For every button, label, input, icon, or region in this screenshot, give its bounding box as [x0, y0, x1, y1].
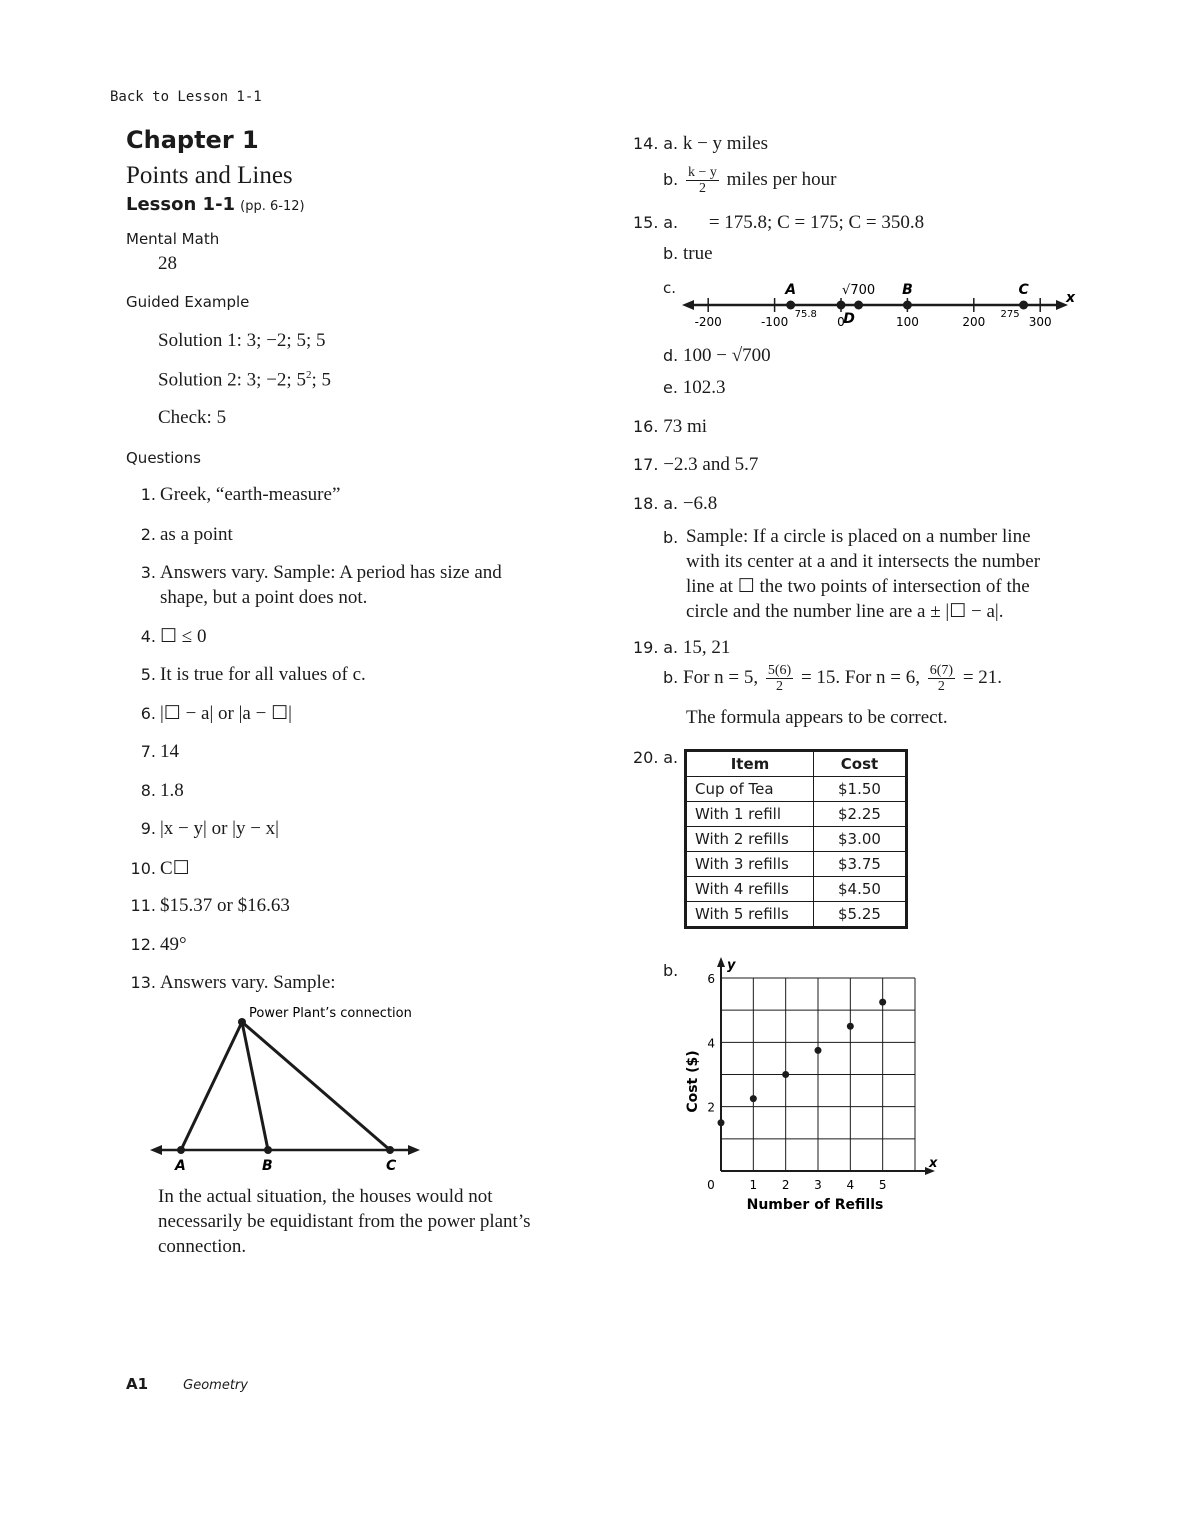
- chart-x-tick-label: 1: [749, 1178, 758, 1192]
- chart-y-tick-label: 2: [707, 1100, 715, 1115]
- table-cell-item: With 1 refill: [686, 802, 814, 827]
- q19-f2-denominator: 2: [937, 679, 945, 694]
- answer-text: Greek, “earth-measure”: [160, 484, 341, 505]
- q18-b-line: line at ☐ the two points of intersection of the: [686, 576, 1030, 597]
- numline-point: [854, 301, 863, 310]
- lesson-heading: [126, 194, 305, 215]
- chapter-title: Chapter 1: [126, 126, 259, 154]
- q18-number: 18.: [633, 494, 659, 513]
- q14-b-text: miles per hour: [726, 168, 837, 190]
- answer-item: [126, 702, 292, 725]
- guided-check: Check: 5: [158, 407, 227, 428]
- table-cell-item: With 2 refills: [686, 827, 814, 852]
- q19-f1-denominator: 2: [776, 679, 784, 694]
- answer-text: ☐ ≤ 0: [160, 626, 207, 647]
- q17-answer: [633, 454, 758, 476]
- q14-b-numerator: k − y: [688, 165, 717, 180]
- answer-item: [126, 664, 366, 686]
- table-cell-cost: $1.50: [814, 777, 907, 802]
- q13-diagram: [150, 1000, 430, 1185]
- answer-number: 4.: [140, 627, 156, 646]
- answer-number: 2.: [140, 525, 156, 544]
- answer-number: 3.: [140, 563, 156, 582]
- q19-b: [663, 663, 1002, 694]
- answer-number: 12.: [130, 935, 156, 954]
- q13-note-line: necessarily be equidistant from the power plant’s: [158, 1211, 531, 1232]
- answer-text: Answers vary. Sample: A period has size and: [160, 562, 502, 583]
- answer-text: 1.8: [160, 780, 184, 801]
- numline-point-label: D: [843, 311, 855, 327]
- q14-b: [663, 165, 836, 196]
- q19-b-part3: = 21.: [962, 666, 1003, 688]
- q19-b-note: The formula appears to be correct.: [686, 707, 948, 728]
- numline-tick-label: 300: [1028, 315, 1052, 329]
- q15-e-label: e.: [663, 378, 678, 397]
- q18-b-line: circle and the number line are a ± |☐ − a|.: [686, 601, 1004, 622]
- chart-y-tick-label: 6: [707, 972, 715, 986]
- answer-number: 11.: [130, 896, 156, 915]
- numline-tick-label: -100: [760, 315, 789, 329]
- q19-b-label: b.: [663, 667, 679, 687]
- numline-axis-label: x: [1066, 290, 1076, 306]
- answer-number: 9.: [140, 819, 156, 838]
- q15-a: [633, 212, 924, 234]
- numline-tick-label: 0: [837, 315, 845, 329]
- table-cell-item: With 3 refills: [686, 852, 814, 877]
- table-header-row: [686, 751, 907, 777]
- answer-item: [126, 895, 290, 917]
- numline-value-label: 75.8: [794, 309, 817, 320]
- solution2-sup: 2: [305, 369, 312, 381]
- q18-a-text: −6.8: [682, 493, 718, 514]
- chart-data-point: [718, 1119, 725, 1126]
- table-cell-item: Cup of Tea: [686, 777, 814, 802]
- chart-x-tick-label: 0: [707, 1178, 715, 1192]
- lesson-pages: (pp. 6-12): [240, 199, 305, 214]
- chart-x-tick-label: 3: [814, 1178, 822, 1192]
- q15-b-label: b.: [663, 244, 679, 263]
- mental-math-answer: 28: [158, 253, 177, 274]
- q14-a: [633, 133, 768, 155]
- answer-item: [126, 857, 190, 880]
- q14-b-label: b.: [663, 169, 679, 189]
- q20-b-label: b.: [663, 961, 679, 980]
- table-row: [686, 802, 907, 827]
- q13-segment-a: [181, 1022, 242, 1150]
- page-footer: [126, 1374, 248, 1393]
- q13-power-label: Power Plant’s connection: [249, 1006, 412, 1021]
- chart-x-letter: x: [929, 1156, 938, 1171]
- numline-value-label: 275: [1000, 309, 1020, 320]
- q18-b-line: Sample: If a circle is placed on a number line: [686, 526, 1031, 547]
- q19-fraction-2: [928, 663, 955, 694]
- table-header-cost: Cost: [814, 751, 907, 777]
- table-row: [686, 827, 907, 852]
- answer-item: [126, 562, 502, 584]
- numline-point: [903, 301, 912, 310]
- answer-number: 13.: [130, 973, 156, 992]
- q15-number-line: [680, 275, 1080, 335]
- chart-data-point: [815, 1047, 822, 1054]
- chart-data-point: [879, 999, 886, 1006]
- table-header-item: Item: [686, 751, 814, 777]
- q20-number: 20.: [633, 748, 659, 767]
- answer-item: [126, 484, 340, 506]
- footer-page-number: A1: [126, 1375, 149, 1393]
- answer-number: 7.: [140, 742, 156, 761]
- table-row: [686, 852, 907, 877]
- answer-text: 14: [160, 741, 179, 762]
- chart-y-axis-title: Cost ($): [685, 1050, 701, 1113]
- answer-item: [126, 524, 233, 546]
- chart-y-tick-label: 4: [707, 1036, 715, 1051]
- q14-a-label: a.: [663, 134, 679, 153]
- table-row: [686, 902, 907, 928]
- q15-d: [663, 345, 771, 367]
- chart-x-tick-label: 2: [781, 1178, 790, 1192]
- answer-text: |x − y| or |y − x|: [160, 818, 279, 839]
- answer-item: [126, 780, 184, 802]
- numline-point-label: B: [902, 282, 913, 298]
- answer-text: |☐ − a| or |a − ☐|: [160, 703, 292, 724]
- q19-a: [633, 637, 730, 659]
- q14-b-denominator: 2: [698, 181, 706, 196]
- q15-number: 15.: [633, 213, 659, 232]
- q19-number: 19.: [633, 638, 659, 657]
- q13-arrow-left: [150, 1145, 162, 1155]
- answer-item: [126, 625, 206, 648]
- guided-solution-1: Solution 1: 3; −2; 5; 5: [158, 330, 326, 351]
- q15-d-label: d.: [663, 346, 679, 365]
- numline-point-label: C: [1018, 282, 1029, 298]
- answer-text: $15.37 or $16.63: [160, 895, 290, 916]
- numline-tick-label: 200: [962, 315, 986, 329]
- answer-item: [126, 934, 187, 956]
- guided-example-label: Guided Example: [126, 293, 250, 311]
- footer-book-title: Geometry: [183, 1378, 248, 1393]
- numline-arrow-left: [682, 300, 694, 310]
- solution2-pre: Solution 2: 3; −2; 5: [158, 369, 306, 391]
- chart-y-letter: y: [727, 958, 736, 973]
- q17-number: 17.: [633, 455, 659, 474]
- chart-x-tick-label: 4: [846, 1178, 855, 1192]
- q19-f1-numerator: 5(6): [767, 663, 792, 678]
- q18-a-label: a.: [663, 494, 679, 513]
- q20-a-heading: [633, 747, 678, 769]
- answer-number: 1.: [140, 485, 156, 504]
- q16-answer: [633, 416, 707, 438]
- chart-x-axis-title: Number of Refills: [746, 1197, 884, 1213]
- table-row: [686, 877, 907, 902]
- answer-text: Answers vary. Sample:: [160, 972, 336, 993]
- q13-point-b: [264, 1146, 272, 1154]
- answer-item: [126, 818, 279, 840]
- q20-a-label: a.: [663, 748, 679, 767]
- q13-note: [158, 1184, 531, 1259]
- table-cell-cost: $5.25: [814, 902, 907, 928]
- chart-data-point: [750, 1095, 757, 1102]
- answer-text: 49°: [160, 934, 187, 955]
- q15-e-text: 102.3: [682, 377, 726, 398]
- table-cell-cost: $4.50: [814, 877, 907, 902]
- numline-tick-label: -200: [694, 315, 722, 329]
- q19-a-text: 15, 21: [682, 637, 731, 658]
- answer-item: [126, 587, 367, 609]
- q13-point-c: [386, 1146, 394, 1154]
- q13-power-point: [238, 1018, 246, 1026]
- solution2-post: ; 5: [311, 369, 331, 391]
- table-cell-cost: $3.75: [814, 852, 907, 877]
- q13-note-line: In the actual situation, the houses would not: [158, 1186, 493, 1207]
- q19-b-part2: = 15. For n = 6,: [800, 666, 921, 688]
- back-to-lesson-link[interactable]: [110, 89, 262, 105]
- numline-point-label: A: [785, 282, 797, 298]
- answer-item: [126, 972, 336, 994]
- q18-a: [633, 493, 717, 515]
- back-link-text[interactable]: Back to Lesson 1-1: [110, 89, 262, 105]
- table-cell-item: With 5 refills: [686, 902, 814, 928]
- guided-solution-2: [158, 369, 331, 391]
- q14-number: 14.: [633, 134, 659, 153]
- answer-text: as a point: [160, 524, 233, 545]
- q18-b-line: with its center at a and it intersects the number: [686, 551, 1041, 572]
- refill-cost-chart: [680, 955, 940, 1215]
- numline-point: [837, 301, 846, 310]
- questions-label: Questions: [126, 449, 201, 467]
- table-cell-item: With 4 refills: [686, 877, 814, 902]
- q15-b: [663, 243, 713, 265]
- q18-b-text: [686, 524, 1040, 624]
- answer-text: shape, but a point does not.: [160, 587, 368, 608]
- chart-data-point: [847, 1023, 854, 1030]
- lesson-title: Lesson 1-1: [126, 194, 236, 215]
- q16-text: 73 mi: [663, 416, 708, 437]
- answer-text: C☐: [160, 858, 190, 879]
- q13-arrow-right: [408, 1145, 420, 1155]
- q18-b-label: b.: [663, 528, 679, 547]
- chart-x-tick-label: 5: [878, 1178, 887, 1192]
- q13-point-a: [177, 1146, 185, 1154]
- chart-data-point: [782, 1071, 789, 1078]
- q19-a-label: a.: [663, 638, 679, 657]
- chapter-subtitle: Points and Lines: [126, 162, 293, 189]
- numline-point: [1019, 301, 1028, 310]
- q19-b-part1: For n = 5,: [683, 666, 759, 688]
- answer-item: [126, 741, 179, 763]
- mental-math-label: Mental Math: [126, 230, 220, 248]
- answer-text: It is true for all values of c.: [160, 664, 366, 685]
- q13-label-b: B: [262, 1158, 273, 1174]
- numline-tick-label: 100: [895, 315, 919, 329]
- table-row: [686, 777, 907, 802]
- answer-number: 6.: [140, 704, 156, 723]
- q17-text: −2.3 and 5.7: [663, 454, 759, 475]
- table-cell-cost: $2.25: [814, 802, 907, 827]
- chart-y-arrow: [717, 957, 725, 967]
- q20-cost-table: [684, 749, 908, 929]
- answer-number: 5.: [140, 665, 156, 684]
- q19-f2-numerator: 6(7): [929, 663, 954, 678]
- q15-b-text: true: [683, 243, 713, 264]
- q14-b-fraction: [686, 165, 719, 196]
- q15-a-text: = 175.8; C = 175; C = 350.8: [708, 212, 925, 233]
- q13-label-a: A: [175, 1158, 186, 1174]
- q15-e: [663, 377, 725, 399]
- q19-fraction-1: [766, 663, 793, 694]
- q13-note-line: connection.: [158, 1236, 247, 1257]
- q15-a-label: a.: [663, 213, 679, 232]
- q15-c-label: c.: [663, 279, 677, 297]
- q13-label-c: C: [386, 1158, 397, 1174]
- answer-number: 10.: [130, 859, 156, 878]
- q16-number: 16.: [633, 417, 659, 436]
- table-cell-cost: $3.00: [814, 827, 907, 852]
- q14-a-text: k − y miles: [682, 133, 768, 154]
- numline-point-label: √700: [842, 283, 876, 298]
- answer-number: 8.: [140, 781, 156, 800]
- q15-d-text: 100 − √700: [683, 345, 771, 366]
